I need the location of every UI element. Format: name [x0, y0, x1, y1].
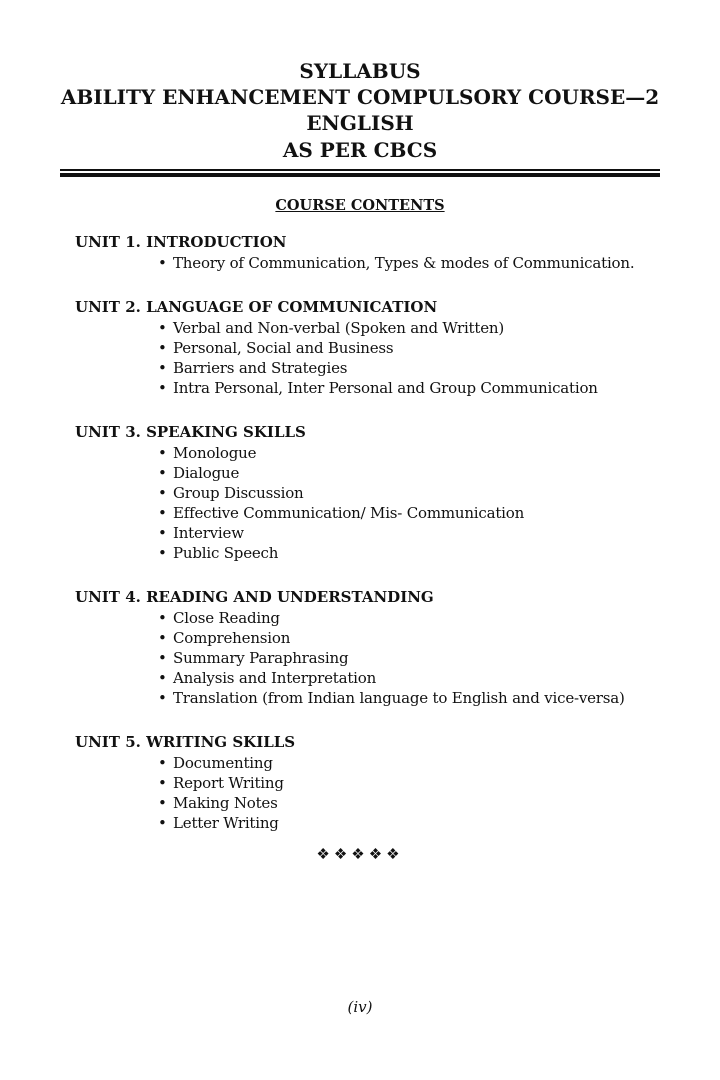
topic-text: Verbal and Non-verbal (Spoken and Written)	[173, 319, 504, 337]
unit-heading: UNIT 1. INTRODUCTION	[75, 233, 287, 251]
bullet-icon: •	[158, 254, 167, 272]
topic-text: Summary Paraphrasing	[173, 649, 349, 667]
title-scheme: AS PER CBCS	[282, 138, 438, 162]
bullet-icon: •	[158, 629, 167, 647]
topic-text: Letter Writing	[173, 814, 279, 832]
list-item	[75, 503, 695, 523]
list-item	[75, 318, 695, 338]
list-item	[75, 608, 695, 628]
bullet-icon: •	[158, 524, 167, 542]
divider-thin	[60, 169, 660, 171]
title-subject: ENGLISH	[306, 111, 414, 135]
bullet-icon: •	[158, 609, 167, 627]
topic-text: Interview	[173, 524, 244, 542]
topic-text: Effective Communication/ Mis- Communication	[173, 504, 525, 522]
topic-text: Theory of Communication, Types & modes of Communication.	[173, 254, 635, 272]
title-syllabus: SYLLABUS	[299, 59, 421, 83]
topic-text: Analysis and Interpretation	[173, 669, 377, 687]
list-item	[75, 483, 695, 503]
list-item	[75, 523, 695, 543]
topic-text: Report Writing	[173, 774, 284, 792]
topic-text: Close Reading	[173, 609, 280, 627]
list-item	[75, 813, 695, 833]
ornament-divider-icon: ❖❖❖❖❖	[316, 845, 404, 863]
list-item	[75, 668, 695, 688]
topic-text: Translation (from Indian language to English and vice-versa)	[173, 689, 625, 707]
bullet-icon: •	[158, 669, 167, 687]
list-item	[75, 793, 695, 813]
topic-text: Public Speech	[173, 544, 279, 562]
unit-section	[75, 232, 695, 273]
bullet-icon: •	[158, 774, 167, 792]
course-contents-heading: COURSE CONTENTS	[275, 197, 445, 214]
list-item	[75, 773, 695, 793]
bullet-icon: •	[158, 319, 167, 337]
page-number: (iv)	[347, 998, 373, 1016]
bullet-icon: •	[158, 504, 167, 522]
list-item	[75, 648, 695, 668]
topic-text: Comprehension	[173, 629, 291, 647]
bullet-icon: •	[158, 544, 167, 562]
topic-text: Documenting	[173, 754, 273, 772]
bullet-icon: •	[158, 689, 167, 707]
unit-topic-list	[75, 443, 695, 563]
unit-heading: UNIT 2. LANGUAGE OF COMMUNICATION	[75, 298, 438, 316]
list-item	[75, 543, 695, 563]
topic-text: Monologue	[173, 444, 257, 462]
unit-topic-list	[75, 753, 695, 833]
bullet-icon: •	[158, 484, 167, 502]
unit-section	[75, 297, 695, 398]
unit-topic-list	[75, 253, 695, 273]
unit-topic-list	[75, 318, 695, 398]
list-item	[75, 338, 695, 358]
list-item	[75, 688, 695, 708]
unit-heading: UNIT 3. SPEAKING SKILLS	[75, 423, 306, 441]
bullet-icon: •	[158, 379, 167, 397]
bullet-icon: •	[158, 464, 167, 482]
bullet-icon: •	[158, 814, 167, 832]
bullet-icon: •	[158, 359, 167, 377]
bullet-icon: •	[158, 444, 167, 462]
bullet-icon: •	[158, 339, 167, 357]
topic-text: Intra Personal, Inter Personal and Group Communication	[173, 379, 598, 397]
unit-topic-list	[75, 608, 695, 708]
unit-heading: UNIT 5. WRITING SKILLS	[75, 733, 296, 751]
topic-text: Personal, Social and Business	[173, 339, 394, 357]
topic-text: Making Notes	[173, 794, 278, 812]
divider-thick	[60, 173, 660, 177]
bullet-icon: •	[158, 754, 167, 772]
unit-section	[75, 587, 695, 708]
list-item	[75, 463, 695, 483]
list-item	[75, 358, 695, 378]
bullet-icon: •	[158, 794, 167, 812]
list-item	[75, 443, 695, 463]
list-item	[75, 378, 695, 398]
title-course: ABILITY ENHANCEMENT COMPULSORY COURSE—2	[60, 85, 660, 109]
unit-section	[75, 732, 695, 833]
topic-text: Group Discussion	[173, 484, 304, 502]
list-item	[75, 253, 695, 273]
bullet-icon: •	[158, 649, 167, 667]
unit-heading: UNIT 4. READING AND UNDERSTANDING	[75, 588, 434, 606]
list-item	[75, 628, 695, 648]
topic-text: Dialogue	[173, 464, 240, 482]
topic-text: Barriers and Strategies	[173, 359, 348, 377]
list-item	[75, 753, 695, 773]
unit-section	[75, 422, 695, 563]
